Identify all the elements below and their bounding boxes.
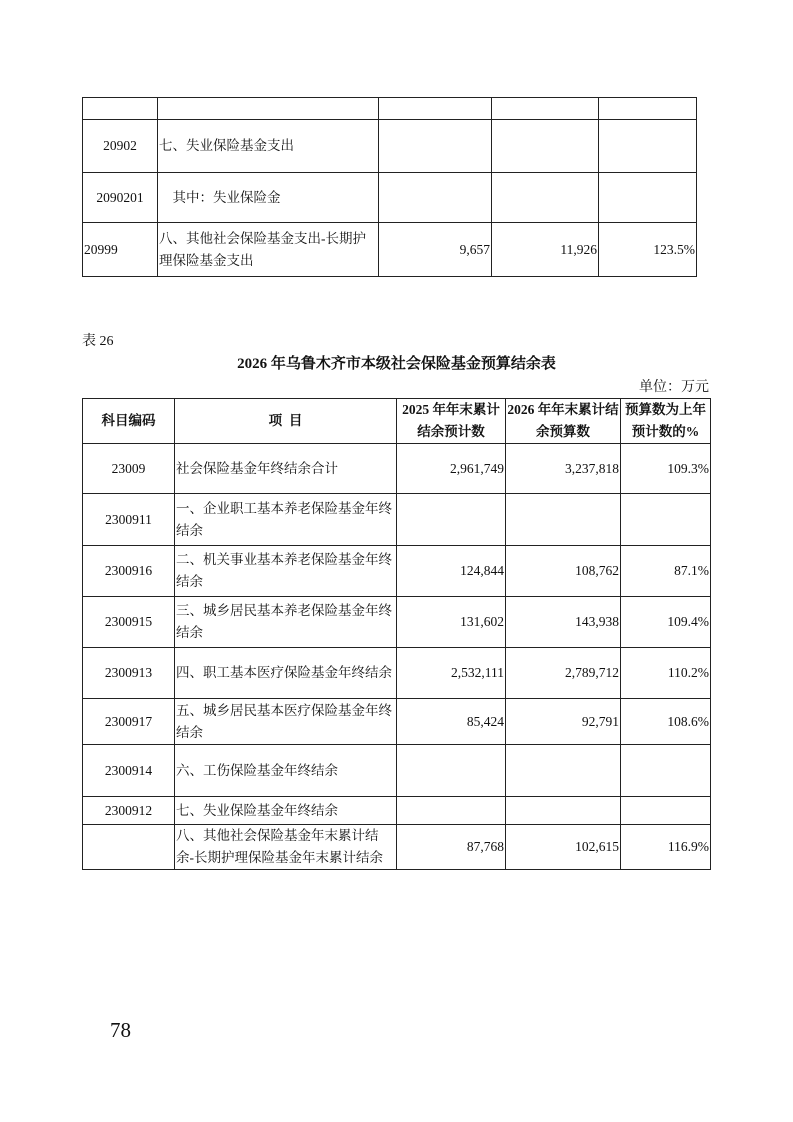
header-2026: 2026 年年末累计结余预算数 — [506, 399, 621, 444]
cell-v2025 — [397, 494, 506, 546]
table-row — [83, 797, 711, 825]
cell-item: 三、城乡居民基本养老保险基金年终结余 — [175, 597, 397, 648]
table-row — [83, 223, 697, 277]
unit-label: 单位：万元 — [639, 380, 709, 395]
cell-v2025: 2,961,749 — [397, 444, 506, 494]
cell-pct: 116.9% — [621, 825, 711, 870]
cell-v2026 — [492, 98, 599, 120]
cell-v2026 — [492, 120, 599, 173]
cell-v2026 — [506, 745, 621, 797]
header-pct: 预算数为上年预计数的% — [621, 399, 711, 444]
cell-item: 六、工伤保险基金年终结余 — [175, 745, 397, 797]
cell-pct — [599, 173, 697, 223]
cell-v2026: 102,615 — [506, 825, 621, 870]
cell-pct: 110.2% — [621, 648, 711, 699]
cell-code: 2300911 — [83, 494, 175, 546]
cell-v2025: 87,768 — [397, 825, 506, 870]
cell-code: 20999 — [83, 223, 158, 277]
cell-v2025 — [397, 797, 506, 825]
cell-v2025 — [397, 745, 506, 797]
cell-v2025 — [379, 120, 492, 173]
table-label: 表 26 — [82, 334, 114, 349]
cell-code: 2300914 — [83, 745, 175, 797]
cell-code: 2300916 — [83, 546, 175, 597]
cell-v2026: 92,791 — [506, 699, 621, 745]
cell-item: 七、失业保险基金年终结余 — [175, 797, 397, 825]
cell-code: 23009 — [83, 444, 175, 494]
cell-pct: 109.3% — [621, 444, 711, 494]
table-row — [83, 699, 711, 745]
cell-item: 八、其他社会保险基金支出-长期护理保险基金支出 — [158, 223, 379, 277]
cell-item: 二、机关事业基本养老保险基金年终结余 — [175, 546, 397, 597]
cell-item: 五、城乡居民基本医疗保险基金年终结余 — [175, 699, 397, 745]
previous-table-continuation — [82, 97, 697, 277]
cell-pct: 87.1% — [621, 546, 711, 597]
cell-code — [83, 825, 175, 870]
cell-pct: 123.5% — [599, 223, 697, 277]
cell-pct — [599, 98, 697, 120]
cell-v2025 — [379, 98, 492, 120]
cell-code: 2300913 — [83, 648, 175, 699]
cell-pct — [621, 745, 711, 797]
table-row — [83, 546, 711, 597]
table-title: 2026 年乌鲁木齐市本级社会保险基金预算结余表 — [237, 356, 556, 372]
cell-item: 八、其他社会保险基金年末累计结余-长期护理保险基金年末累计结余 — [175, 825, 397, 870]
cell-v2026: 2,789,712 — [506, 648, 621, 699]
header-row — [83, 399, 711, 444]
cell-v2025: 131,602 — [397, 597, 506, 648]
cell-pct: 108.6% — [621, 699, 711, 745]
cell-code: 2090201 — [83, 173, 158, 223]
cell-pct — [599, 120, 697, 173]
header-code: 科目编码 — [83, 399, 175, 444]
table-row — [83, 494, 711, 546]
cell-item: 社会保险基金年终结余合计 — [175, 444, 397, 494]
cell-v2025: 9,657 — [379, 223, 492, 277]
table-row — [83, 444, 711, 494]
cell-pct — [621, 797, 711, 825]
cell-v2026 — [492, 173, 599, 223]
table-row — [83, 825, 711, 870]
cell-item: 四、职工基本医疗保险基金年终结余 — [175, 648, 397, 699]
cell-v2026: 143,938 — [506, 597, 621, 648]
header-2025: 2025 年年末累计结余预计数 — [397, 399, 506, 444]
header-item: 项 目 — [175, 399, 397, 444]
cell-v2025 — [379, 173, 492, 223]
cell-pct — [621, 494, 711, 546]
cell-item: 七、失业保险基金支出 — [158, 120, 379, 173]
cell-item — [158, 98, 379, 120]
table-row — [83, 173, 697, 223]
cell-pct: 109.4% — [621, 597, 711, 648]
cell-code: 2300912 — [83, 797, 175, 825]
cell-item: 一、企业职工基本养老保险基金年终结余 — [175, 494, 397, 546]
cell-v2025: 124,844 — [397, 546, 506, 597]
cell-code: 2300917 — [83, 699, 175, 745]
table-row — [83, 98, 697, 120]
cell-v2026: 3,237,818 — [506, 444, 621, 494]
table-row — [83, 648, 711, 699]
cell-v2025: 2,532,111 — [397, 648, 506, 699]
budget-balance-table — [82, 398, 711, 870]
cell-code: 20902 — [83, 120, 158, 173]
table-row — [83, 745, 711, 797]
cell-v2026: 108,762 — [506, 546, 621, 597]
table-row — [83, 597, 711, 648]
page-number: 78 — [110, 1018, 131, 1042]
cell-v2026 — [506, 494, 621, 546]
cell-code — [83, 98, 158, 120]
cell-item: 其中：失业保险金 — [158, 173, 379, 223]
cell-v2026 — [506, 797, 621, 825]
cell-v2026: 11,926 — [492, 223, 599, 277]
table-row — [83, 120, 697, 173]
cell-code: 2300915 — [83, 597, 175, 648]
cell-v2025: 85,424 — [397, 699, 506, 745]
